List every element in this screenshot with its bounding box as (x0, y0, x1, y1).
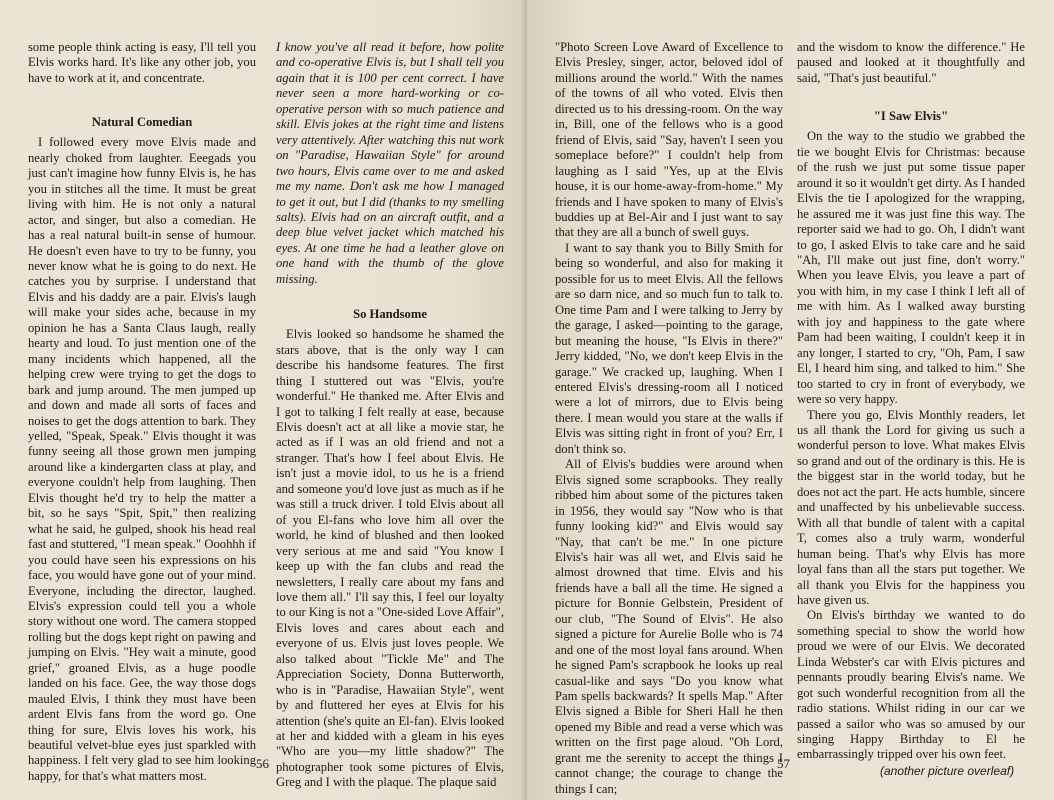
column-4-paragraph-2: On the way to the studio we grabbed the tie we bought Elvis for Christmas: because of the rush we just put some tissue paper around it so it wouldn't get dirty. As I handed Elvis the tie I apologized for the wrapping, he assured me it was just fine this way. The reporter said we had to go. Oh, I didn't want to go, I asked Elvis to take care and he said "Ah, I'll make out just fine, don't worry." When you leave Elvis, you leave a part of you with him, in my case I think I left all of me with him. As I walked away bursting with joy and happiness to the gate where Pam had been waiting, I couldn't keep it in any longer, I started to cry, "Oh, Pam, I saw El, I heard him sing, and talked to him." She too started to cry in front of everybody, we were so very happy. (797, 129, 1025, 407)
picture-caption: (another picture overleaf) (880, 764, 1015, 778)
column-4-paragraph-4: On Elvis's birthday we wanted to do something special to show the world how proud we were of our Elvis. We decorated Linda Webster's car with Elvis pictures and pennants proudly bearing Elvis's name. We got such wonderful recognition from all the radio stations. Whilst riding in our car we passed a sailor who was so amused by our singing Happy Birthday to El he embarrassingly tripped over his own feet. (797, 608, 1025, 762)
column-4 (797, 40, 1026, 762)
page-number-left: 56 (256, 756, 269, 771)
column-3 (555, 40, 783, 796)
heading-natural-comedian: Natural Comedian (91, 115, 193, 130)
column-3-paragraph-2: I want to say thank you to Billy Smith for being so wonderful, and also for making it possible for us to meet Elvis. All the fellows are so darn nice, and so much fun to talk to. One time Pam and I were talking to Jerry by the garage, I asked—pointing to the garage, but meaning the house, "Is Elvis in there?" Jerry kidded, "No, we don't keep Elvis in the garage." We cracked up, laughing. When I entered Elvis's dressing-room all I noticed were a lot of mirrors, due to Elvis being there. I mean would you stare at the walls if Elvis was sitting right in front of you? Err, I don't think so. (555, 240, 783, 456)
column-2-body: Elvis looked so handsome he shamed the stars above, that is the only way I can describe his handsome features. The first thing I stuttered out was "Elvis, you're wonderful." He thanked me. After Elvis and I got to talking I felt really at ease, because Elvis doesn't act at all like a movie star, he acted as if I was an old friend and not a stranger. That's how I feel about Elvis. He isn't just a movie idol, to us he is a friend and someone you'd love just as much as if he was still a truck driver. I told Elvis about all of you El-fans who love him all over the world, he kind of blushed and then looked very serious at me and said "You know I keep up with the fan clubs and read the newsletters, I really care about my fans and love them all." I'll say this, I feel our loyalty to our King is not a "One-sided Love Affair", Elvis loves and cares about each and everyone of us. Elvis just loves people. We also talked about "Tickle Me" and The Appreciation Society, Donna Butterworth, who is in "Paradise, Hawaiian Style", went by and fluttered her eyes at Elvis for his attention (she's quite an El-fan). Elvis looked at her and kidded with a gleam in his eyes "Who are you—my little shadow?" The photographer took some pictures of Elvis, Greg and I with the plaque. The plaque said (276, 327, 504, 790)
column-4-paragraph-3: There you go, Elvis Monthly readers, let us all thank the Lord for giving us such a wonderful person to love. What makes Elvis so grand and out of the ordinary is this. He is the biggest star in the world today, but he does not act the part. He acts humble, sincere and unaffected by his unbelievable success. With all that bundle of talent with a capital T, comes also a truly warm, wonderful human being. That's why Elvis has more loyal fans than all the stars put together. We all thank you Elvis for the happiness you have given us. (797, 407, 1026, 607)
column-4-paragraph-1: and the wisdom to know the difference." He paused and looked at it thoughtfully and said, "That's just beautiful." (797, 40, 1025, 85)
right-page (527, 0, 1054, 800)
column-1-body: I followed every move Elvis made and nearly choked from laughter. Eeegads you just can't imagine how funny Elvis is, he has you in stitches all the time. It must be great living with him. He is not only a natural actor, and singer, but also a comedian. He has a real natural built-in sense of humour. He doesn't even have to try to be funny, you never know what he is going to do next. He catches you by surprise. I understand that Elvis and his daddy are a pair. Elvis's laugh will make your sides ache, because in my opinion he has a Santa Claus laugh, really hearty and loud. To just mention one of the many incidents which happened, all the helping crew were trying to get the dogs to bark and jump around. The men jumped up and down and made all sorts of faces and noises to get the dogs attention to bark. They yelled, "Speak, Speak." Elvis thought it was funny seeing all those grown men jumping around like a kindergarten class at play, and everyone couldn't help from laughing. Then Elvis thought he'd try to help the matter a bit, so he says "Spit, Spit," then realizing what he said, he gulped, shook his head real fast and stuttered, "I mean speak." Ooohhh if you could have seen his expressions on his face, you would have gone out of your mind. Everyone, including the director, laughed. Elvis's expression could tell you a whole story without one word. The camera stopped rolling but the dogs kept right on pawing and jumping on Elvis. "Hey wait a minute, good grief," groaned Elvis, as a huge poodle landed on his face. Gee, the way those dogs mauled Elvis, I think they must have been ardent Elvis fans from the word go. One thing for sure, Elvis loves his work, his beautiful velvet-blue eyes just sparkled with happiness. I felt very glad to see him looking happy, for that's what matters most. (28, 135, 256, 783)
heading-i-saw-elvis: "I Saw Elvis" (873, 109, 949, 124)
column-2-quote: I know you've all read it before, how polite and co-operative Elvis is, but I shall tell you again that it is 100 per cent correct. I have never seen a more hard-working or co-operative person with so much patience and skill. Elvis jokes at the right time and listens very attentively. After watching this nut work on "Paradise, Hawaiian Style" for around two hours, Elvis came over to me and asked me my name. Don't ask me how I managed to get it out, but I did (thanks to my smelling salts). Elvis had on an aircraft outfit, and a deep blue velvet jacket which matched his eyes. At one time he had a leather glove on one hand with the thumb of the glove missing. (276, 40, 504, 286)
column-1-intro: some people think acting is easy, I'll tell you Elvis works hard. It's like any other job, you have to work at it, and concentrate. (28, 40, 256, 85)
column-3-paragraph-1: "Photo Screen Love Award of Excellence to Elvis Presley, singer, actor, beloved idol of millions around the world." With the names of the towns of all who voted. Elvis then directed us to his dressing-room. On the way in, Bill, one of the fellows who is a good friend of Elvis, said "Say, haven't I seen you someplace before?" I couldn't help from laughing as I said "Yes, up at the Elvis house, it is our home-away-from-home." My friends and I have spoken to many of Elvis's buddies up at Bel-Air and I just want to say that they are all a bunch of swell guys. (555, 40, 783, 240)
column-2 (276, 40, 504, 790)
page-number-right: 57 (777, 756, 790, 771)
heading-so-handsome: So Handsome (353, 307, 427, 322)
column-3-paragraph-3: All of Elvis's buddies were around when Elvis signed some scrapbooks. They really ribbed him about some of the pictures taken in 1956, they would say "Now who is that funny looking kid?" and Elvis would say "Nay, that can't be me." In one picture Elvis's hair was all wet, and Elvis said he almost drowned that time. Elvis and his friends have a ball all the time. He signed a picture for Bonnie Gelbstein, President of our club, "The Sound of Elvis". He also signed a picture for Aurelie Bolle who is 74 and one of the most loyal fans around. When he signed Pam's scrapbook he looks up real casual-like and says "Do you know what Pam spells backwards? It spells Map." After Elvis signed a Bible for Sheri Hall he then opened my Bible and read a verse which was written on the first page aloud. "Oh Lord, grant me the serenity to accept the things I cannot change; the courage to change the things I can; (555, 457, 783, 796)
column-1 (28, 40, 256, 783)
